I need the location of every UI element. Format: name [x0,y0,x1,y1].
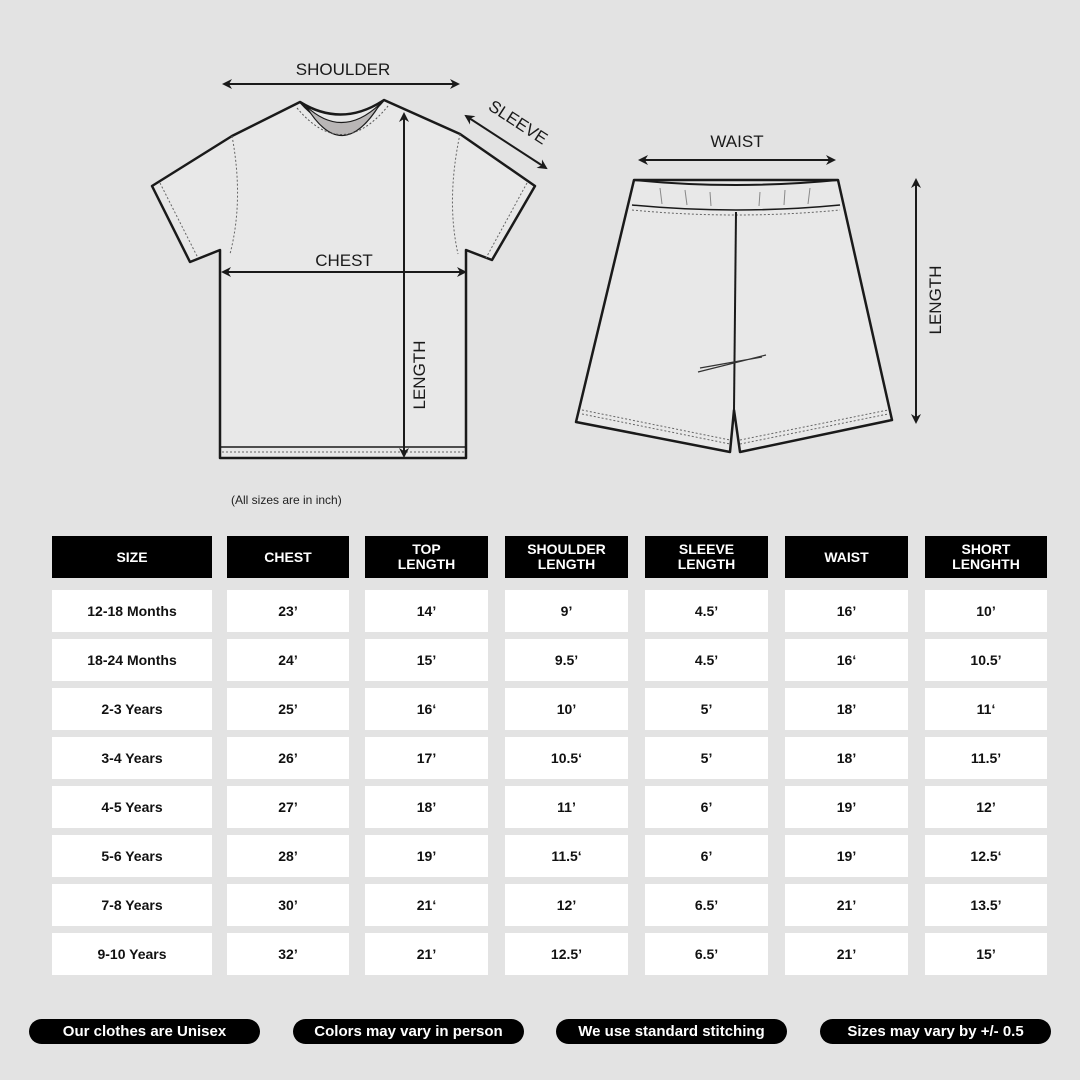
tshirt-drawing [152,84,546,458]
cell-shoulder-length: 10’ [505,688,628,730]
cell-size: 2-3 Years [52,688,212,730]
footer-pill-unisex: Our clothes are Unisex [29,1019,260,1044]
cell-shoulder-length: 10.5‘ [505,737,628,779]
cell-chest: 28’ [227,835,349,877]
cell-top-length: 16‘ [365,688,488,730]
cell-sleeve-length: 5’ [645,688,768,730]
cell-size: 7-8 Years [52,884,212,926]
cell-chest: 26’ [227,737,349,779]
header-top-length: TOP LENGTH [365,536,488,578]
cell-shoulder-length: 12’ [505,884,628,926]
cell-waist: 16‘ [785,639,908,681]
chest-label: CHEST [315,251,373,270]
cell-top-length: 21‘ [365,884,488,926]
cell-size: 12-18 Months [52,590,212,632]
cell-top-length: 15’ [365,639,488,681]
waist-label: WAIST [710,132,764,151]
cell-short-length: 11.5’ [925,737,1047,779]
cell-waist: 19’ [785,786,908,828]
cell-waist: 21’ [785,933,908,975]
footer-pill-variance: Sizes may vary by +/- 0.5 [820,1019,1051,1044]
cell-sleeve-length: 5’ [645,737,768,779]
cell-sleeve-length: 6.5’ [645,884,768,926]
cell-short-length: 13.5’ [925,884,1047,926]
cell-sleeve-length: 4.5’ [645,639,768,681]
cell-chest: 24’ [227,639,349,681]
size-diagram [0,0,1080,520]
cell-waist: 18’ [785,688,908,730]
units-note: (All sizes are in inch) [231,493,342,507]
cell-chest: 23’ [227,590,349,632]
cell-chest: 25’ [227,688,349,730]
cell-chest: 30’ [227,884,349,926]
header-shoulder-length: SHOULDER LENGTH [505,536,628,578]
short-length-label: LENGTH [926,265,945,335]
footer-pill-stitching: We use standard stitching [556,1019,787,1044]
cell-top-length: 18’ [365,786,488,828]
cell-top-length: 14’ [365,590,488,632]
cell-shoulder-length: 9’ [505,590,628,632]
cell-short-length: 11‘ [925,688,1047,730]
cell-chest: 32’ [227,933,349,975]
cell-size: 5-6 Years [52,835,212,877]
header-chest: CHEST [227,536,349,578]
cell-shoulder-length: 11’ [505,786,628,828]
cell-size: 9-10 Years [52,933,212,975]
cell-top-length: 17’ [365,737,488,779]
cell-short-length: 12’ [925,786,1047,828]
header-size: SIZE [52,536,212,578]
cell-waist: 18’ [785,737,908,779]
footer-pill-colors: Colors may vary in person [293,1019,524,1044]
cell-shoulder-length: 11.5‘ [505,835,628,877]
cell-sleeve-length: 4.5’ [645,590,768,632]
shorts-drawing [576,160,916,452]
cell-size: 18-24 Months [52,639,212,681]
cell-waist: 19’ [785,835,908,877]
shoulder-label: SHOULDER [295,60,391,79]
cell-chest: 27’ [227,786,349,828]
cell-top-length: 21’ [365,933,488,975]
sleeve-label: SLEEVE [485,96,551,149]
cell-top-length: 19’ [365,835,488,877]
header-short-length: SHORT LENGHTH [925,536,1047,578]
cell-waist: 16’ [785,590,908,632]
cell-sleeve-length: 6’ [645,786,768,828]
cell-short-length: 15’ [925,933,1047,975]
cell-sleeve-length: 6.5’ [645,933,768,975]
cell-short-length: 10’ [925,590,1047,632]
cell-shoulder-length: 12.5’ [505,933,628,975]
top-length-label: LENGTH [410,340,429,410]
cell-size: 4-5 Years [52,786,212,828]
cell-shoulder-length: 9.5’ [505,639,628,681]
cell-size: 3-4 Years [52,737,212,779]
header-sleeve-length: SLEEVE LENGTH [645,536,768,578]
cell-sleeve-length: 6’ [645,835,768,877]
cell-short-length: 10.5’ [925,639,1047,681]
cell-short-length: 12.5‘ [925,835,1047,877]
header-waist: WAIST [785,536,908,578]
cell-waist: 21’ [785,884,908,926]
